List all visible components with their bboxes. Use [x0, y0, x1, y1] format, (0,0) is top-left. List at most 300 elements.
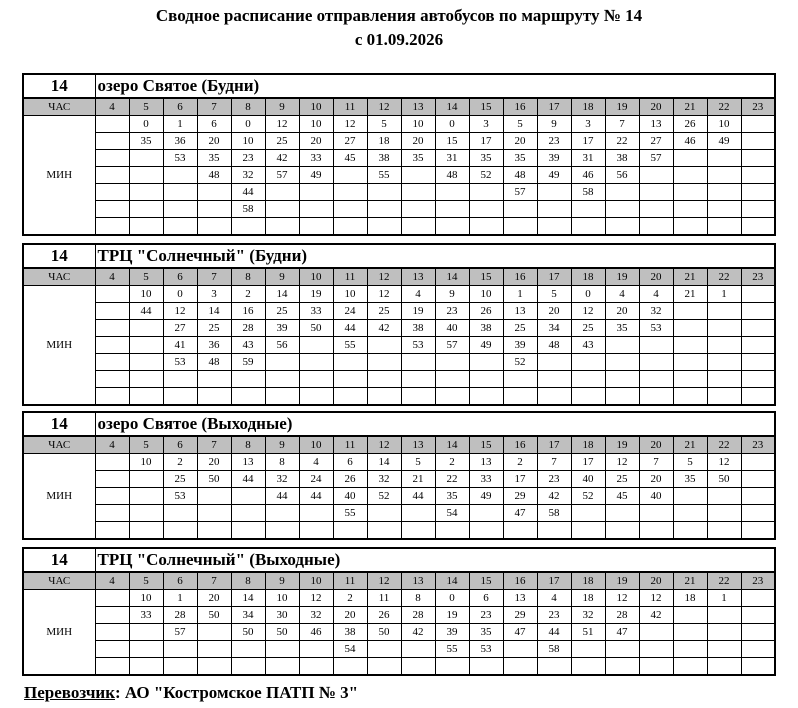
- minute-cell: [673, 371, 707, 388]
- minute-cell: [401, 167, 435, 184]
- minute-cell: [95, 286, 129, 303]
- minute-cell: [469, 371, 503, 388]
- minute-cell: 34: [231, 607, 265, 624]
- minute-cell: [741, 320, 775, 337]
- minute-cell: 2: [333, 590, 367, 607]
- minute-cell: 48: [197, 354, 231, 371]
- minute-cell: 24: [333, 303, 367, 320]
- minute-cell: [231, 388, 265, 406]
- minute-cell: [741, 624, 775, 641]
- minute-cell: 7: [537, 454, 571, 471]
- minute-cell: 0: [435, 590, 469, 607]
- minute-cell: 49: [469, 337, 503, 354]
- minutes-row: [23, 337, 775, 354]
- minute-cell: [707, 337, 741, 354]
- minute-cell: 5: [401, 454, 435, 471]
- minute-cell: 25: [367, 303, 401, 320]
- hour-cell: 12: [367, 268, 401, 286]
- minute-cell: [435, 184, 469, 201]
- minute-cell: 35: [435, 488, 469, 505]
- direction-title: озеро Святое (Будни): [95, 74, 775, 98]
- minute-cell: [333, 388, 367, 406]
- minute-cell: [163, 371, 197, 388]
- minute-cell: 49: [469, 488, 503, 505]
- minute-cell: 20: [401, 133, 435, 150]
- minute-cell: [741, 167, 775, 184]
- hour-cell: 14: [435, 572, 469, 590]
- minute-cell: [401, 522, 435, 540]
- minute-cell: 32: [265, 471, 299, 488]
- minute-cell: [707, 388, 741, 406]
- minute-cell: [605, 522, 639, 540]
- hour-cell: 13: [401, 436, 435, 454]
- minute-cell: [129, 522, 163, 540]
- minute-cell: [469, 184, 503, 201]
- minute-cell: [197, 184, 231, 201]
- minute-cell: 28: [231, 320, 265, 337]
- minute-cell: [741, 488, 775, 505]
- minute-cell: 35: [469, 624, 503, 641]
- schedule-table: [22, 243, 776, 406]
- minute-cell: 57: [265, 167, 299, 184]
- minutes-row: [23, 641, 775, 658]
- minute-cell: 36: [197, 337, 231, 354]
- minute-cell: 12: [605, 454, 639, 471]
- minute-cell: [299, 658, 333, 676]
- minute-cell: 54: [333, 641, 367, 658]
- direction-title: ТРЦ "Солнечный" (Выходные): [95, 548, 775, 572]
- minutes-label: МИН: [23, 590, 95, 676]
- minute-cell: [639, 337, 673, 354]
- minute-cell: [707, 522, 741, 540]
- minute-cell: [741, 505, 775, 522]
- minute-cell: 25: [197, 320, 231, 337]
- minute-cell: 42: [537, 488, 571, 505]
- minute-cell: 20: [197, 454, 231, 471]
- minute-cell: 22: [605, 133, 639, 150]
- minute-cell: 48: [197, 167, 231, 184]
- minute-cell: [741, 286, 775, 303]
- hour-cell: 17: [537, 572, 571, 590]
- minute-cell: 52: [571, 488, 605, 505]
- minute-cell: 16: [231, 303, 265, 320]
- hour-cell: 6: [163, 98, 197, 116]
- minute-cell: [741, 201, 775, 218]
- minute-cell: [639, 658, 673, 676]
- minutes-row: [23, 184, 775, 201]
- minutes-row: [23, 624, 775, 641]
- minute-cell: [673, 522, 707, 540]
- minute-cell: [571, 201, 605, 218]
- hour-cell: 8: [231, 572, 265, 590]
- minute-cell: 56: [265, 337, 299, 354]
- minute-cell: 4: [401, 286, 435, 303]
- minute-cell: 40: [333, 488, 367, 505]
- minute-cell: [741, 590, 775, 607]
- minute-cell: 1: [707, 286, 741, 303]
- minute-cell: [707, 320, 741, 337]
- minute-cell: 14: [197, 303, 231, 320]
- minute-cell: [197, 522, 231, 540]
- minute-cell: [129, 471, 163, 488]
- minute-cell: [95, 116, 129, 133]
- minute-cell: 45: [605, 488, 639, 505]
- minute-cell: 44: [537, 624, 571, 641]
- minute-cell: [197, 218, 231, 236]
- minute-cell: [401, 218, 435, 236]
- minute-cell: 38: [367, 150, 401, 167]
- minute-cell: [605, 184, 639, 201]
- minute-cell: [231, 641, 265, 658]
- minute-cell: [129, 624, 163, 641]
- minute-cell: 15: [435, 133, 469, 150]
- minute-cell: 17: [503, 471, 537, 488]
- hour-cell: 15: [469, 572, 503, 590]
- hour-cell: 11: [333, 98, 367, 116]
- minute-cell: 39: [503, 337, 537, 354]
- hour-cell: 7: [197, 436, 231, 454]
- minute-cell: [265, 184, 299, 201]
- minute-cell: 12: [367, 286, 401, 303]
- minute-cell: [537, 201, 571, 218]
- minute-cell: 38: [401, 320, 435, 337]
- minute-cell: [265, 218, 299, 236]
- minute-cell: 50: [707, 471, 741, 488]
- minute-cell: [605, 337, 639, 354]
- hour-cell: 7: [197, 98, 231, 116]
- minute-cell: [469, 658, 503, 676]
- minute-cell: 35: [673, 471, 707, 488]
- minute-cell: 59: [231, 354, 265, 371]
- minute-cell: [707, 218, 741, 236]
- minute-cell: 21: [401, 471, 435, 488]
- minute-cell: 58: [231, 201, 265, 218]
- minute-cell: [333, 201, 367, 218]
- minute-cell: [333, 167, 367, 184]
- minute-cell: [707, 488, 741, 505]
- minute-cell: [333, 218, 367, 236]
- minute-cell: [265, 505, 299, 522]
- minute-cell: [673, 488, 707, 505]
- minute-cell: [639, 167, 673, 184]
- minute-cell: [163, 167, 197, 184]
- minute-cell: 58: [571, 184, 605, 201]
- hour-cell: 10: [299, 268, 333, 286]
- minute-cell: 8: [265, 454, 299, 471]
- minute-cell: 50: [299, 320, 333, 337]
- minute-cell: 27: [639, 133, 673, 150]
- hour-cell: 7: [197, 268, 231, 286]
- minute-cell: [197, 658, 231, 676]
- minute-cell: [129, 320, 163, 337]
- minute-cell: [95, 505, 129, 522]
- minute-cell: [299, 201, 333, 218]
- hour-cell: 13: [401, 572, 435, 590]
- minute-cell: 12: [163, 303, 197, 320]
- minute-cell: 2: [163, 454, 197, 471]
- minute-cell: 10: [129, 286, 163, 303]
- minute-cell: 10: [129, 454, 163, 471]
- minute-cell: 27: [333, 133, 367, 150]
- hour-cell: 9: [265, 436, 299, 454]
- minute-cell: [299, 337, 333, 354]
- minute-cell: 47: [605, 624, 639, 641]
- minute-cell: [537, 184, 571, 201]
- minute-cell: [537, 658, 571, 676]
- minute-cell: 0: [163, 286, 197, 303]
- minute-cell: 0: [129, 116, 163, 133]
- hour-cell: 18: [571, 436, 605, 454]
- minute-cell: 54: [435, 505, 469, 522]
- hour-cell: 8: [231, 268, 265, 286]
- hour-cell: 20: [639, 572, 673, 590]
- minutes-label: МИН: [23, 454, 95, 540]
- minute-cell: [401, 201, 435, 218]
- minutes-row: [23, 354, 775, 371]
- minute-cell: 13: [503, 303, 537, 320]
- minute-cell: 49: [299, 167, 333, 184]
- hour-cell: 13: [401, 268, 435, 286]
- minute-cell: 4: [299, 454, 333, 471]
- minute-cell: 55: [435, 641, 469, 658]
- minute-cell: 44: [299, 488, 333, 505]
- minute-cell: [163, 522, 197, 540]
- minute-cell: 26: [367, 607, 401, 624]
- hour-cell: 6: [163, 268, 197, 286]
- carrier-line: [24, 683, 358, 703]
- hour-cell: 18: [571, 268, 605, 286]
- minute-cell: [741, 303, 775, 320]
- minutes-row: [23, 590, 775, 607]
- minute-cell: [605, 641, 639, 658]
- minute-cell: [129, 184, 163, 201]
- minute-cell: 23: [469, 607, 503, 624]
- minute-cell: 35: [605, 320, 639, 337]
- minute-cell: [299, 354, 333, 371]
- minute-cell: [741, 371, 775, 388]
- hour-cell: 19: [605, 98, 639, 116]
- minute-cell: 50: [265, 624, 299, 641]
- minute-cell: [333, 658, 367, 676]
- minute-cell: [95, 471, 129, 488]
- minute-cell: 57: [639, 150, 673, 167]
- minute-cell: [469, 505, 503, 522]
- minutes-row: [23, 388, 775, 406]
- minute-cell: 26: [333, 471, 367, 488]
- minute-cell: [571, 522, 605, 540]
- minute-cell: [197, 388, 231, 406]
- minute-cell: 58: [537, 505, 571, 522]
- minute-cell: 2: [435, 454, 469, 471]
- minute-cell: [605, 354, 639, 371]
- hour-cell: 20: [639, 98, 673, 116]
- minute-cell: [231, 505, 265, 522]
- minutes-row: [23, 658, 775, 676]
- hour-cell: 22: [707, 436, 741, 454]
- minute-cell: [197, 488, 231, 505]
- minute-cell: 4: [639, 286, 673, 303]
- minute-cell: [537, 522, 571, 540]
- minute-cell: [435, 218, 469, 236]
- minute-cell: 12: [571, 303, 605, 320]
- hour-cell: 4: [95, 572, 129, 590]
- minute-cell: 17: [571, 133, 605, 150]
- minute-cell: 38: [333, 624, 367, 641]
- minute-cell: 1: [163, 116, 197, 133]
- minute-cell: 31: [571, 150, 605, 167]
- hour-cell: 13: [401, 98, 435, 116]
- minute-cell: [95, 167, 129, 184]
- minute-cell: 53: [163, 354, 197, 371]
- minute-cell: 19: [299, 286, 333, 303]
- minute-cell: 35: [503, 150, 537, 167]
- minute-cell: 6: [469, 590, 503, 607]
- hour-cell: 6: [163, 436, 197, 454]
- minute-cell: 20: [537, 303, 571, 320]
- hour-cell: 12: [367, 98, 401, 116]
- minute-cell: [401, 641, 435, 658]
- minute-cell: [129, 218, 163, 236]
- minute-cell: [741, 133, 775, 150]
- minute-cell: [265, 388, 299, 406]
- minute-cell: [503, 522, 537, 540]
- hour-label: ЧАС: [23, 98, 95, 116]
- minute-cell: [231, 522, 265, 540]
- hour-cell: 23: [741, 572, 775, 590]
- minute-cell: [537, 218, 571, 236]
- minute-cell: 50: [231, 624, 265, 641]
- minute-cell: 40: [639, 488, 673, 505]
- minute-cell: [639, 522, 673, 540]
- minute-cell: 10: [265, 590, 299, 607]
- minute-cell: 20: [503, 133, 537, 150]
- minute-cell: 32: [571, 607, 605, 624]
- minute-cell: [537, 371, 571, 388]
- minute-cell: 27: [163, 320, 197, 337]
- minute-cell: 39: [265, 320, 299, 337]
- hour-cell: 10: [299, 572, 333, 590]
- minute-cell: 48: [503, 167, 537, 184]
- minute-cell: [401, 505, 435, 522]
- minute-cell: [129, 505, 163, 522]
- minute-cell: 35: [129, 133, 163, 150]
- minute-cell: [197, 505, 231, 522]
- minute-cell: 20: [333, 607, 367, 624]
- minute-cell: [95, 303, 129, 320]
- minute-cell: 29: [503, 488, 537, 505]
- minute-cell: [673, 624, 707, 641]
- minutes-row: [23, 607, 775, 624]
- minute-cell: [129, 201, 163, 218]
- minute-cell: [469, 218, 503, 236]
- hour-cell: 14: [435, 268, 469, 286]
- minute-cell: 39: [435, 624, 469, 641]
- minute-cell: [299, 184, 333, 201]
- minute-cell: [741, 522, 775, 540]
- hour-cell: 8: [231, 436, 265, 454]
- minute-cell: 52: [367, 488, 401, 505]
- minute-cell: [435, 388, 469, 406]
- minute-cell: [129, 150, 163, 167]
- minute-cell: 26: [469, 303, 503, 320]
- minute-cell: [435, 371, 469, 388]
- minute-cell: [95, 641, 129, 658]
- minute-cell: [95, 388, 129, 406]
- minute-cell: [367, 522, 401, 540]
- minute-cell: [95, 522, 129, 540]
- minute-cell: 14: [231, 590, 265, 607]
- minute-cell: [639, 624, 673, 641]
- hour-cell: 19: [605, 268, 639, 286]
- minute-cell: [503, 641, 537, 658]
- minute-cell: [571, 354, 605, 371]
- minute-cell: [95, 371, 129, 388]
- minute-cell: 18: [571, 590, 605, 607]
- minute-cell: [129, 337, 163, 354]
- hour-cell: 15: [469, 436, 503, 454]
- minute-cell: [367, 371, 401, 388]
- minute-cell: 55: [333, 505, 367, 522]
- minute-cell: 57: [163, 624, 197, 641]
- minute-cell: 48: [435, 167, 469, 184]
- minute-cell: [163, 658, 197, 676]
- minute-cell: [197, 201, 231, 218]
- hour-cell: 17: [537, 98, 571, 116]
- minute-cell: [673, 167, 707, 184]
- minute-cell: 6: [197, 116, 231, 133]
- minute-cell: [503, 388, 537, 406]
- minute-cell: [265, 201, 299, 218]
- hour-cell: 23: [741, 436, 775, 454]
- minute-cell: 53: [469, 641, 503, 658]
- minute-cell: 0: [571, 286, 605, 303]
- minute-cell: 33: [469, 471, 503, 488]
- minute-cell: 3: [571, 116, 605, 133]
- minute-cell: [673, 354, 707, 371]
- minute-cell: 42: [367, 320, 401, 337]
- minute-cell: [503, 218, 537, 236]
- minute-cell: 25: [265, 303, 299, 320]
- minute-cell: [673, 337, 707, 354]
- minute-cell: [639, 388, 673, 406]
- minute-cell: [707, 201, 741, 218]
- minute-cell: 4: [605, 286, 639, 303]
- minute-cell: 23: [537, 133, 571, 150]
- minute-cell: [367, 201, 401, 218]
- schedule-table: [22, 73, 776, 236]
- minutes-row: [23, 303, 775, 320]
- minute-cell: 42: [401, 624, 435, 641]
- minute-cell: [299, 641, 333, 658]
- minute-cell: 25: [605, 471, 639, 488]
- schedule-table: [22, 547, 776, 676]
- hour-label: ЧАС: [23, 436, 95, 454]
- minute-cell: 47: [503, 505, 537, 522]
- minute-cell: 50: [367, 624, 401, 641]
- hour-cell: 5: [129, 436, 163, 454]
- minute-cell: 8: [401, 590, 435, 607]
- minute-cell: [741, 658, 775, 676]
- hour-cell: 21: [673, 572, 707, 590]
- minute-cell: [741, 354, 775, 371]
- minute-cell: 49: [537, 167, 571, 184]
- minute-cell: [469, 522, 503, 540]
- minute-cell: [265, 641, 299, 658]
- hour-cell: 11: [333, 436, 367, 454]
- hour-cell: 18: [571, 572, 605, 590]
- minute-cell: 2: [503, 454, 537, 471]
- minute-cell: 38: [469, 320, 503, 337]
